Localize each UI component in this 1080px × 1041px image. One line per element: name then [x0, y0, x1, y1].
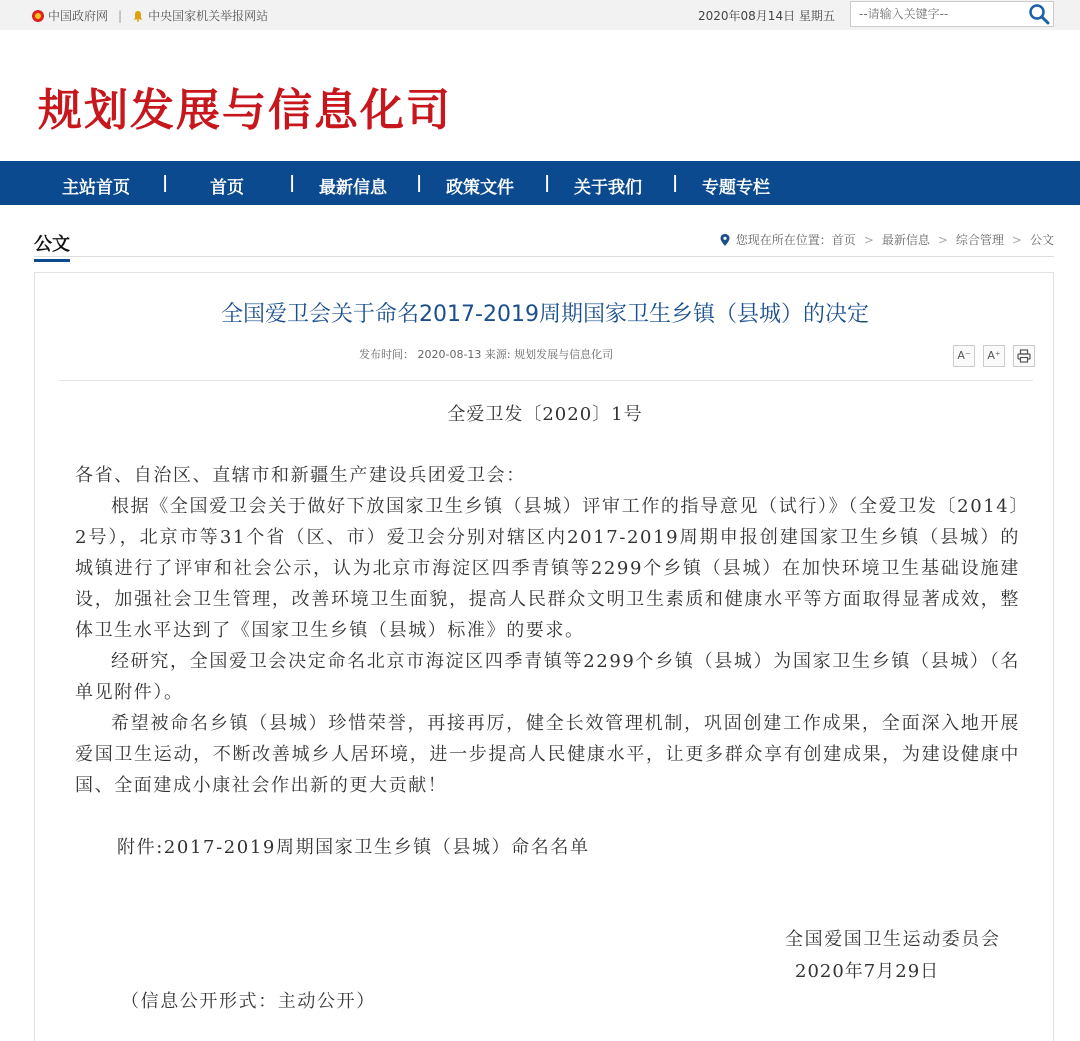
- search-input[interactable]: [851, 2, 1021, 26]
- top-links: [32, 7, 268, 24]
- breadcrumb-home[interactable]: 首页: [831, 233, 856, 247]
- font-decrease-button[interactable]: A⁻: [953, 345, 975, 367]
- font-increase-button[interactable]: A⁺: [983, 345, 1005, 367]
- disclosure-type: （信息公开形式：主动公开）: [121, 991, 376, 1012]
- article-meta: 发布时间： 2020-08-13 来源: 规划发展与信息化司: [359, 348, 614, 361]
- nav-separator: |: [672, 173, 679, 193]
- breadcrumb-prefix: 您现在所在位置：: [735, 233, 832, 247]
- printer-icon: [1017, 349, 1031, 363]
- site-title: 规划发展与信息化司: [38, 85, 452, 136]
- site-header: [0, 30, 1080, 161]
- report-site-link[interactable]: 中央国家机关举报网站: [148, 9, 269, 23]
- article-tools: [945, 345, 1035, 367]
- nav-separator: |: [544, 173, 551, 193]
- article-title: 全国爱卫会关于命名2017-2019周期国家卫生乡镇（县城）的决定: [221, 302, 869, 327]
- current-date: 2020年08月14日 星期五: [698, 9, 835, 23]
- nav-separator: |: [162, 173, 169, 193]
- top-utility-bar: [0, 0, 1080, 30]
- magnifier-icon: [1027, 3, 1051, 25]
- nav-item-latest-news[interactable]: 最新信息: [319, 178, 387, 198]
- breadcrumb-latest-news[interactable]: 最新信息: [881, 233, 930, 247]
- nav-separator: |: [416, 173, 423, 193]
- national-emblem-icon: [32, 10, 44, 22]
- nav-item-about-us[interactable]: 关于我们: [574, 178, 642, 198]
- body-paragraph: 希望被命名乡镇（县城）珍惜荣誉，再接再厉，健全长效管理机制，巩固创建工作成果，全面深入地开展爱国卫生运动，不断改善城乡人居环境，进一步提高人民健康水平，让更多群众享有创建成果，为建设健康中国、全面建成小康社会作出新的更大贡献！: [75, 713, 1020, 796]
- chevron-right-icon: >: [1011, 232, 1022, 247]
- print-button[interactable]: [1013, 345, 1035, 367]
- salutation: 各省、自治区、直辖市和新疆生产建设兵团爱卫会：: [75, 465, 526, 486]
- breadcrumb-general-mgmt[interactable]: 综合管理: [955, 233, 1004, 247]
- signing-authority: 全国爱国卫生运动委员会: [785, 929, 1001, 950]
- nav-item-main-home[interactable]: 主站首页: [62, 178, 130, 198]
- search-button[interactable]: [1027, 3, 1051, 25]
- gov-site-link[interactable]: 中国政府网: [48, 9, 109, 23]
- breadcrumb: [720, 231, 1054, 248]
- nav-item-policy-docs[interactable]: 政策文件: [446, 178, 514, 198]
- nav-item-home[interactable]: 首页: [210, 178, 244, 198]
- search-box: [850, 1, 1054, 27]
- nav-separator: |: [289, 173, 296, 193]
- chevron-right-icon: >: [937, 232, 948, 247]
- report-bell-icon: [132, 10, 144, 22]
- body-paragraph: 根据《全国爱卫会关于做好下放国家卫生乡镇（县城）评审工作的指导意见（试行）》（全爱卫发〔2014〕2号），北京市等31个省（区、市）爱卫会分别对辖区内2017-2019周期申报创建国家卫生乡镇（县城）的城镇进行了评审和社会公示，认为北京市海淀区四季青镇等2299个乡镇（县城）在加快环境卫生基础设施建设，加强社会卫生管理，改善环境卫生面貌，提高人民群众文明卫生素质和健康水平等方面取得显著成效，整体卫生水平达到了《国家卫生乡镇（县城）标准》的要求。: [75, 496, 1020, 641]
- link-separator: |: [118, 8, 123, 23]
- section-divider: [34, 256, 1054, 257]
- location-pin-icon: [720, 234, 730, 246]
- article-divider: [59, 380, 1033, 381]
- main-nav: [0, 161, 1080, 205]
- attachment-note: 附件:2017-2019周期国家卫生乡镇（县城）命名名单: [117, 837, 590, 858]
- document-number: 全爱卫发〔2020〕1号: [447, 404, 643, 425]
- section-title: 公文: [34, 230, 70, 262]
- signing-date: 2020年7月29日: [795, 961, 940, 982]
- breadcrumb-current[interactable]: 公文: [1029, 233, 1054, 247]
- article-container: [34, 272, 1054, 1041]
- nav-item-special-topics[interactable]: 专题专栏: [702, 178, 770, 198]
- chevron-right-icon: >: [863, 232, 874, 247]
- body-paragraph: 经研究，全国爱卫会决定命名北京市海淀区四季青镇等2299个乡镇（县城）为国家卫生乡镇（县城）（名单见附件）。: [75, 651, 1020, 703]
- article-body: [75, 460, 1020, 801]
